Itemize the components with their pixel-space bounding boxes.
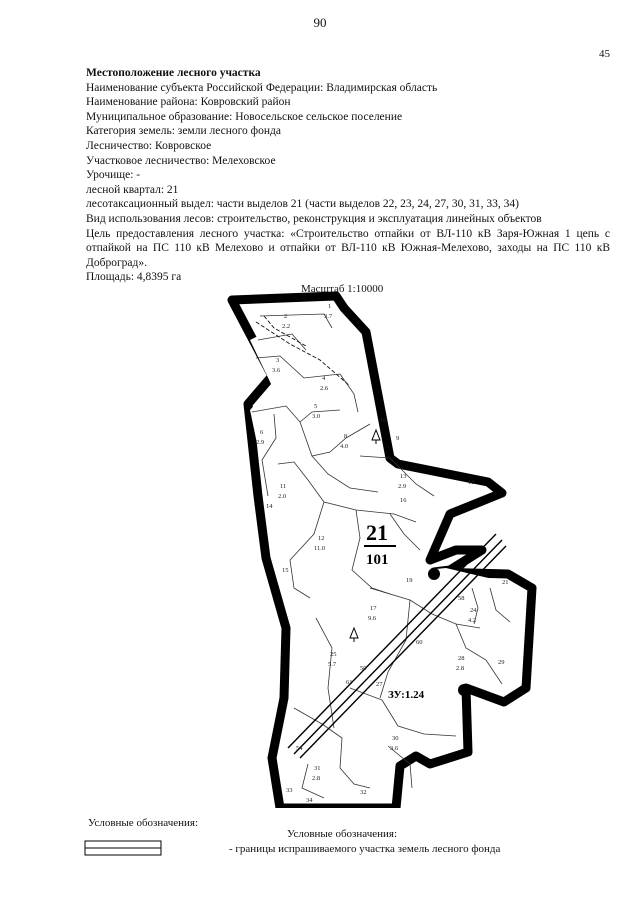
legend-boundary-symbol	[84, 840, 162, 856]
parcel-13-area: 2.9	[398, 483, 407, 490]
parcel-1-num: 1	[328, 303, 332, 310]
parcel-10-num: 10	[380, 417, 387, 424]
parcel-27-num: 27	[376, 681, 383, 688]
parcel-31-num: 31	[314, 765, 321, 772]
parcel-6-num: 6	[260, 429, 264, 436]
parcel-25-area: 5.7	[328, 661, 337, 668]
parcel-34-num: 34	[306, 797, 313, 804]
info-line-taxation-unit: лесотаксационный выдел: части выделов 21 (части выделов 22, 23, 24, 27, 30, 31, 33, 34)	[86, 198, 519, 211]
page-number: 90	[313, 15, 327, 30]
parcel-28-area: 2.8	[456, 665, 465, 672]
parcel-17-area: 9.6	[368, 615, 377, 622]
parcel-17-num: 17	[370, 605, 377, 612]
parcel-5-area: 3.0	[312, 413, 321, 420]
info-line-tract: Урочище: -	[86, 169, 141, 182]
parcel-24-num: 24	[470, 607, 477, 614]
parcel-21-num: 21	[502, 579, 509, 586]
forest-map	[220, 288, 550, 808]
location-title: Местоположение лесного участка	[86, 67, 261, 79]
info-line-area: Площадь: 4,8395 га	[86, 271, 182, 284]
parcel-6-area: 2.9	[256, 439, 265, 446]
line-mark-60: 60	[416, 639, 423, 646]
parcel-12-area: 11.0	[314, 545, 326, 552]
parcel-8-area: 4.0	[340, 443, 349, 450]
parcel-25-num: 25	[330, 651, 337, 658]
parcel-31-area: 2.8	[312, 775, 321, 782]
parcel-30-num: 30	[392, 735, 399, 742]
info-line-forest-quarter: лесной квартал: 21	[86, 183, 179, 196]
quarter-area: 101	[366, 552, 389, 568]
document-number: 45	[599, 48, 610, 60]
parcel-3-area: 3.6	[272, 367, 281, 374]
parcel-30-area: 3.6	[390, 745, 399, 752]
line-mark-50: 50	[360, 665, 367, 672]
parcel-4-num: 4	[322, 375, 326, 382]
info-line-municipality: Муниципальное образование: Новосельское сельское поселение	[86, 110, 403, 123]
plot-label: ЗУ:1.24	[388, 689, 425, 701]
parcel-4-area: 2.6	[320, 385, 329, 392]
quarter-number: 21	[366, 520, 388, 545]
parcel-8-num: 8	[344, 433, 348, 440]
info-line-purpose: Цель предоставления лесного участка: «Строительство отпайки от ВЛ-110 кВ Заря-Южная 1 цепь с отпайкой на ПС 110 кВ Мелехово и отпайки от ВЛ-110 кВ Южная-Мелехово, заходы на ПС 110 кВ Доброград».	[86, 227, 610, 269]
parcel-3-num: 3	[276, 357, 280, 364]
parcel-2-area: 2.2	[282, 323, 291, 330]
line-mark-54: 54	[296, 745, 303, 752]
info-line-forest-use: Вид использования лесов: строительство, реконструкция и эксплуатация линейных объектов	[86, 212, 542, 225]
location-info	[86, 66, 610, 285]
info-line-subject: Наименование субъекта Российской Федерации: Владимирская область	[86, 81, 438, 94]
parcel-18-num: 18	[468, 479, 475, 486]
parcel-11-area: 2.0	[278, 493, 287, 500]
parcel-2-num: 2	[284, 313, 288, 320]
forest-map-drawing	[220, 288, 550, 808]
info-line-district: Наименование района: Ковровский район	[86, 96, 291, 109]
parcel-11-num: 11	[280, 483, 287, 490]
parcel-19-num: 19	[406, 577, 413, 584]
parcel-14-num: 14	[266, 503, 273, 510]
line-mark-58: 58	[458, 595, 465, 602]
info-line-forestry: Лесничество: Ковровское	[86, 139, 212, 152]
parcel-5-num: 5	[314, 403, 318, 410]
legend-label-left: Условные обозначения:	[88, 817, 199, 829]
parcel-28-num: 28	[458, 655, 465, 662]
parcel-29-num: 29	[498, 659, 505, 666]
legend-boundary-description: - границы испрашиваемого участка земель лесного фонда	[229, 843, 501, 855]
line-mark-61: 61	[346, 679, 353, 686]
parcel-16-num: 16	[400, 497, 407, 504]
parcel-33-num: 33	[286, 787, 293, 794]
legend-label-center: Условные обозначения:	[287, 828, 398, 840]
parcel-13-num: 13	[400, 473, 407, 480]
parcel-12-num: 12	[318, 535, 325, 542]
parcel-9-num: 9	[396, 435, 400, 442]
parcel-15-num: 15	[282, 567, 289, 574]
info-line-land-category: Категория земель: земли лесного фонда	[86, 125, 281, 138]
parcel-1-area: 3.7	[324, 313, 333, 320]
map-scale: Масштаб 1:10000	[301, 283, 384, 295]
parcel-24-area: 4.2	[468, 617, 477, 624]
info-line-district-forestry: Участковое лесничество: Мелеховское	[86, 154, 276, 167]
parcel-32-num: 32	[360, 789, 367, 796]
